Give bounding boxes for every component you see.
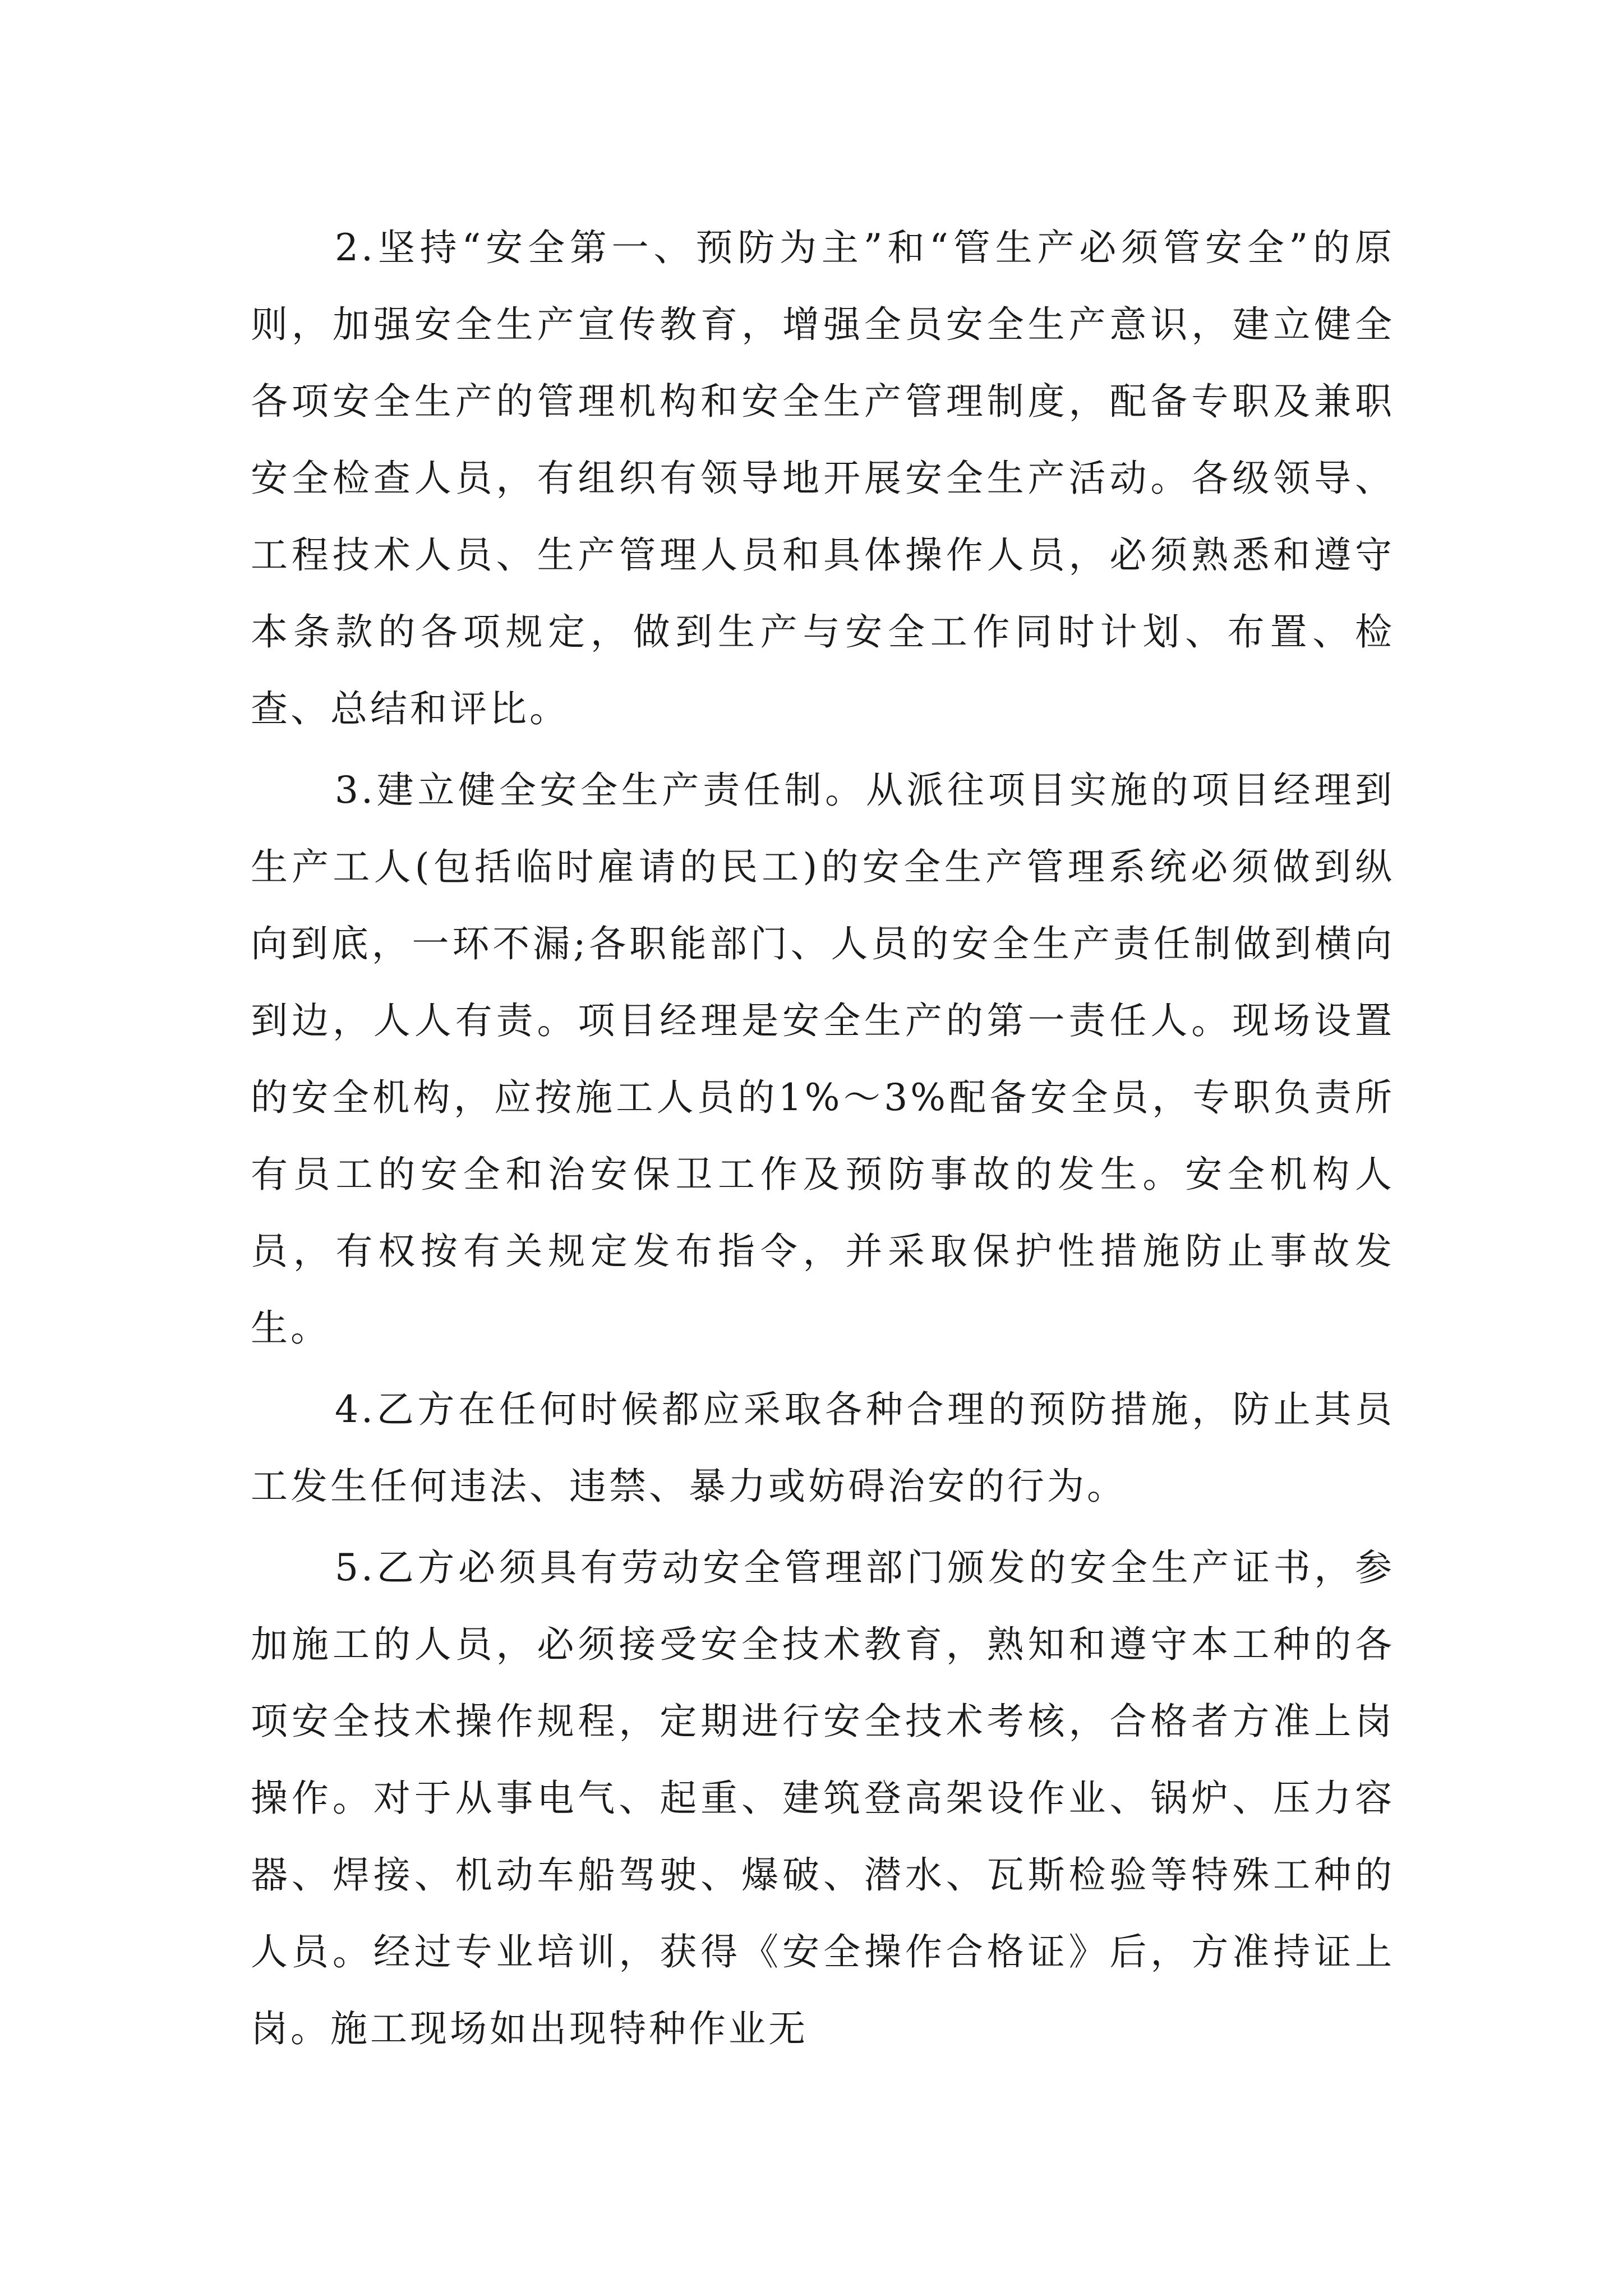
paragraph-item-4: 4.乙方在任何时候都应采取各种合理的预防措施，防止其员工发生任何违法、违禁、暴力或妨碍治安的行为。 [251, 1388, 1395, 1508]
paragraph-item-2: 2.坚持“安全第一、预防为主”和“管生产必须管安全”的原则，加强安全生产宣传教育，增强全员安全生产意识，建立健全各项安全生产的管理机构和安全生产管理制度，配备专职及兼职安全检查人员，有组织有领导地开展安全生产活动。各级领导、工程技术人员、生产管理人员和具体操作人员，必须熟悉和遵守本条款的各项规定，做到生产与安全工作同时计划、布置、检查、总结和评比。 [251, 226, 1395, 730]
paragraph-item-3: 3.建立健全安全生产责任制。从派往项目实施的项目经理到生产工人(包括临时雇请的民工)的安全生产管理系统必须做到纵向到底，一环不漏;各职能部门、人员的安全生产责任制做到横向到边，人人有责。项目经理是安全生产的第一责任人。现场设置的安全机构，应按施工人员的1%～3%配备安全员，专职负责所有员工的安全和治安保卫工作及预防事故的发生。安全机构人员，有权按有关规定发布指令，并采取保护性措施防止事故发生。 [251, 769, 1395, 1350]
paragraph-item-5: 5.乙方必须具有劳动安全管理部门颁发的安全生产证书，参加施工的人员，必须接受安全技术教育，熟知和遵守本工种的各项安全技术操作规程，定期进行安全技术考核，合格者方准上岗操作。对于从事电气、起重、建筑登高架设作业、锅炉、压力容器、焊接、机动车船驾驶、爆破、潜水、瓦斯检验等特殊工种的人员。经过专业培训，获得《安全操作合格证》后，方准持证上岗。施工现场如出现特种作业无 [251, 1546, 1395, 2050]
document-body [251, 209, 1395, 2067]
